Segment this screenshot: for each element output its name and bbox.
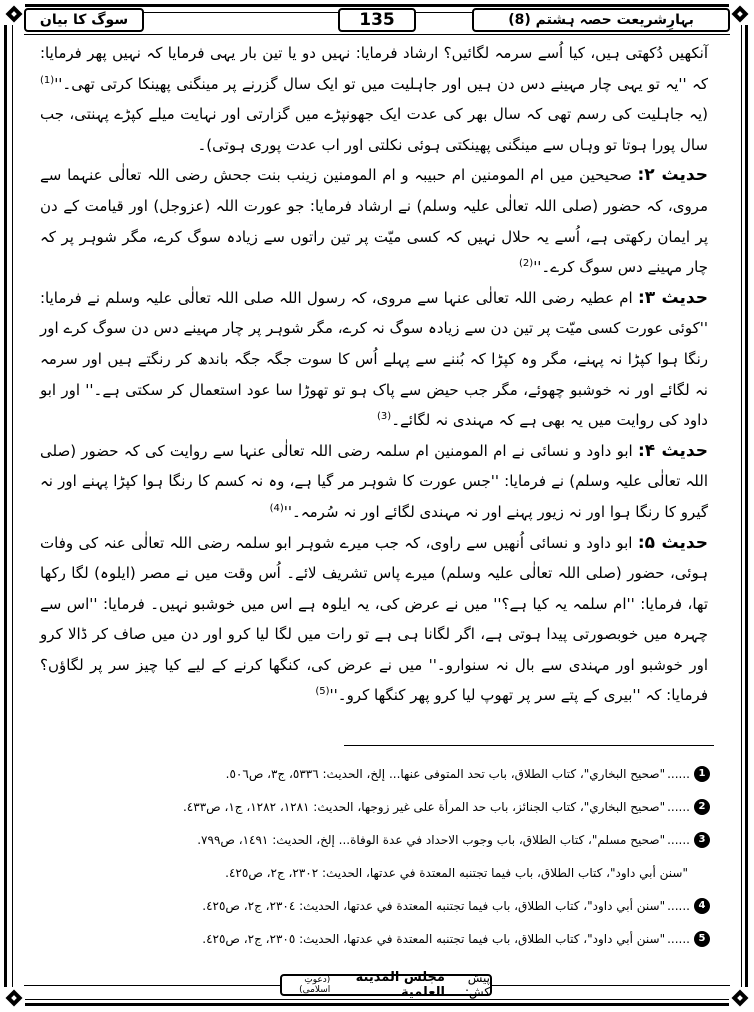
footnote-text: "سنن أبي داود"، كتاب الطلاق، باب فيما تجتنبه المعتدة في عدتها، الحديث: ٢٣٠٥، ج٢، ص٤٢٥. bbox=[202, 931, 666, 946]
footnote-number: 4 bbox=[694, 898, 710, 914]
corner-ornament bbox=[729, 987, 751, 1009]
presenter-label: پیش کش: bbox=[464, 971, 490, 999]
page-header bbox=[24, 6, 730, 36]
hadith-4 bbox=[40, 436, 708, 528]
hadith-2 bbox=[40, 160, 708, 282]
intro-paragraph bbox=[40, 38, 708, 160]
footnote-text: "صحيح مسلم"، كتاب الطلاق، باب وجوب الاحداد في عدة الوفاة... إلخ، الحديث: ١٤٩١، ص٧٩٩. bbox=[197, 832, 666, 847]
footnote-ref: (4) bbox=[269, 502, 284, 514]
intro-tail: (یہ جاہلیت کی رسم تھی کہ سال بھر کی عدت ایک جھونپڑے میں گزارتی اور نہایت میلے کپڑے پہنتی، جب سال پورا ہوتا تو وہاں سے مینگنی پھینکتی ہوئی نکلتی اور اب عدت پوری ہوتی)۔ bbox=[40, 105, 708, 154]
footnote-leader: ...... bbox=[667, 799, 690, 814]
corner-ornament bbox=[3, 3, 25, 25]
footnote-text: "سنن أبي داود"، كتاب الطلاق، باب فيما تجتنبه المعتدة في عدتها، الحديث: ٢٣٠٢، ج٢، ص٤٢٥. bbox=[225, 865, 688, 880]
hadith-5 bbox=[40, 528, 708, 712]
footnote-leader: ...... bbox=[667, 832, 690, 847]
hadith-label: حدیث ۴: bbox=[637, 440, 708, 461]
publisher-box bbox=[280, 970, 492, 1000]
footnote-leader: ...... bbox=[667, 898, 690, 913]
footnote-item bbox=[40, 889, 710, 922]
footnotes bbox=[40, 757, 710, 955]
footnote-separator bbox=[344, 745, 714, 746]
hadith-text: صحیحین میں ام المومنین ام حبیبہ و ام المومنین زینب بنت جحش رضی اللہ تعالٰی عنہما سے مروی، کہ حضور (صلی اللہ تعالٰی علیہ وسلم) نے ارشاد فرمایا: جو عورت اللہ (عزوجل) اور قیامت کے دن پر ایمان رکھتی ہے، اُسے یہ حلال نہیں کہ کسی میّت پر تین راتوں سے زیادہ سوگ کرے، مگر شوہر پر کہ چار مہینے دس سوگ کرے۔'' bbox=[40, 166, 708, 277]
chapter-title: سوگ کا بیان bbox=[24, 8, 144, 32]
hadith-text: ام عطیہ رضی اللہ تعالٰی عنہا سے مروی، کہ رسول اللہ صلی اللہ تعالٰی علیہ وسلم نے فرمایا: ''کوئی عورت کسی میّت پر تین دن سے زیادہ سوگ نہ کرے، مگر شوہر پر چار مہینے دس دن سوگ کرے اور رنگا ہوا کپڑا نہ پہنے، مگر وہ کپڑا کہ بُننے سے پہلے اُس کا سوت جگہ جگہ باندھ کر رنگتے ہیں اور سرمہ نہ لگائے اور نہ خوشبو چھوئے، مگر جب حیض سے پاک ہو تو تھوڑا سا عود استعمال کر سکتی ہے۔'' اور ابو داود کی روایت میں یہ بھی ہے کہ مہندی نہ لگائے۔ bbox=[40, 288, 708, 430]
footnote-number: 5 bbox=[694, 931, 710, 947]
footnote-ref: (5) bbox=[315, 686, 330, 698]
hadith-3 bbox=[40, 283, 708, 436]
footnote-leader: ...... bbox=[667, 931, 690, 946]
footnote-text: "صحيح البخاري"، كتاب الطلاق، باب تحد المتوفى عنها... إلخ، الحديث: ٥٣٣٦، ج٣، ص٥٠٦. bbox=[225, 766, 666, 781]
footnote-item bbox=[40, 823, 710, 856]
hadith-label: حدیث ۵: bbox=[637, 532, 708, 553]
corner-ornament bbox=[3, 987, 25, 1009]
hadith-label: حدیث ۳: bbox=[637, 287, 708, 308]
publisher-name: مجلس المدینة العلمیة bbox=[355, 970, 445, 1000]
footnote-number: 2 bbox=[694, 799, 710, 815]
footnote-text: "صحيح البخاري"، كتاب الجنائز، باب حد المرأة على غير زوجها، الحديث: ١٢٨١، ١٢٨٢، ج١، ص٤٣٣. bbox=[182, 799, 666, 814]
hadith-label: حدیث ۲: bbox=[637, 165, 708, 186]
footnote-text: "سنن أبي داود"، كتاب الطلاق، باب فيما تجتنبه المعتدة في عدتها، الحديث: ٢٣٠٤، ج٢، ص٤٢٥. bbox=[202, 898, 666, 913]
footnote-item bbox=[40, 922, 710, 955]
corner-ornament bbox=[729, 3, 751, 25]
intro-text: آنکھیں دُکھتی ہیں، کیا اُسے سرمہ لگائیں؟ ارشاد فرمایا: نہیں دو یا تین بار یہی فرمایا کہ نہیں پھر فرمایا: کہ ''یہ تو یہی چار مہینے دس دن ہیں اور جاہلیت میں تو ایک سال گزرنے پر مینگنی پھینکا کرتی تھی۔'' bbox=[40, 44, 708, 93]
footnote-item bbox=[40, 790, 710, 823]
footnote-item bbox=[40, 856, 710, 889]
book-title: بہارِشریعت حصہ ہشتم (8) bbox=[472, 8, 730, 32]
footnote-number: 1 bbox=[694, 766, 710, 782]
publisher-parent: (دعوتِ اسلامی) bbox=[299, 975, 331, 995]
page-footer bbox=[24, 970, 730, 1000]
footnote-ref: (3) bbox=[377, 411, 392, 423]
footnote-ref: (1) bbox=[40, 74, 55, 86]
footnote-leader: ...... bbox=[667, 766, 690, 781]
footnote-ref: (2) bbox=[519, 258, 534, 270]
header-rule bbox=[24, 34, 730, 35]
main-text bbox=[40, 38, 708, 711]
page-number: 135 bbox=[338, 8, 416, 32]
footnote-item bbox=[40, 757, 710, 790]
footnote-number: 3 bbox=[694, 832, 710, 848]
hadith-text: ابو داود و نسائی نے ام المومنین ام سلمہ رضی اللہ تعالٰی عنہا سے روایت کی کہ حضور (صلی اللہ تعالٰی علیہ وسلم) نے فرمایا: ''جس عورت کا شوہر مر گیا ہے، وہ نہ کسم کا رنگا ہوا کپڑا پہنے اور نہ گیرو کا رنگا ہوا اور نہ زیور پہنے اور نہ مہندی لگائے اور نہ سُرمہ۔'' bbox=[40, 441, 708, 521]
hadith-text: ابو داود و نسائی اُنھیں سے راوی، کہ جب میرے شوہر ابو سلمہ رضی اللہ تعالٰی عنہ کی وفات ہوئی، حضور (صلی اللہ تعالٰی علیہ وسلم) میرے پاس تشریف لائے۔ اُس وقت میں نے مصر (ایلوہ) لگا رکھا تھا، فرمایا: ''ام سلمہ یہ کیا ہے؟'' میں نے عرض کی، یہ ایلوہ ہے اس میں خوشبو نہیں۔ فرمایا: ''اس سے چہرہ میں خوبصورتی پیدا ہوتی ہے، اگر لگانا ہی ہے تو رات میں لگا لیا کرو اور دن میں صاف کر ڈالا کرو اور خوشبو اور مہندی سے بال نہ سنوارو۔'' میں نے عرض کی، کنگھا کرنے کے لیے کیا چیز سر پر لگاؤں؟ فرمایا: کہ ''بیری کے پتے سر پر تھوپ لیا کرو پھر کنگھا کرو۔'' bbox=[40, 533, 708, 705]
